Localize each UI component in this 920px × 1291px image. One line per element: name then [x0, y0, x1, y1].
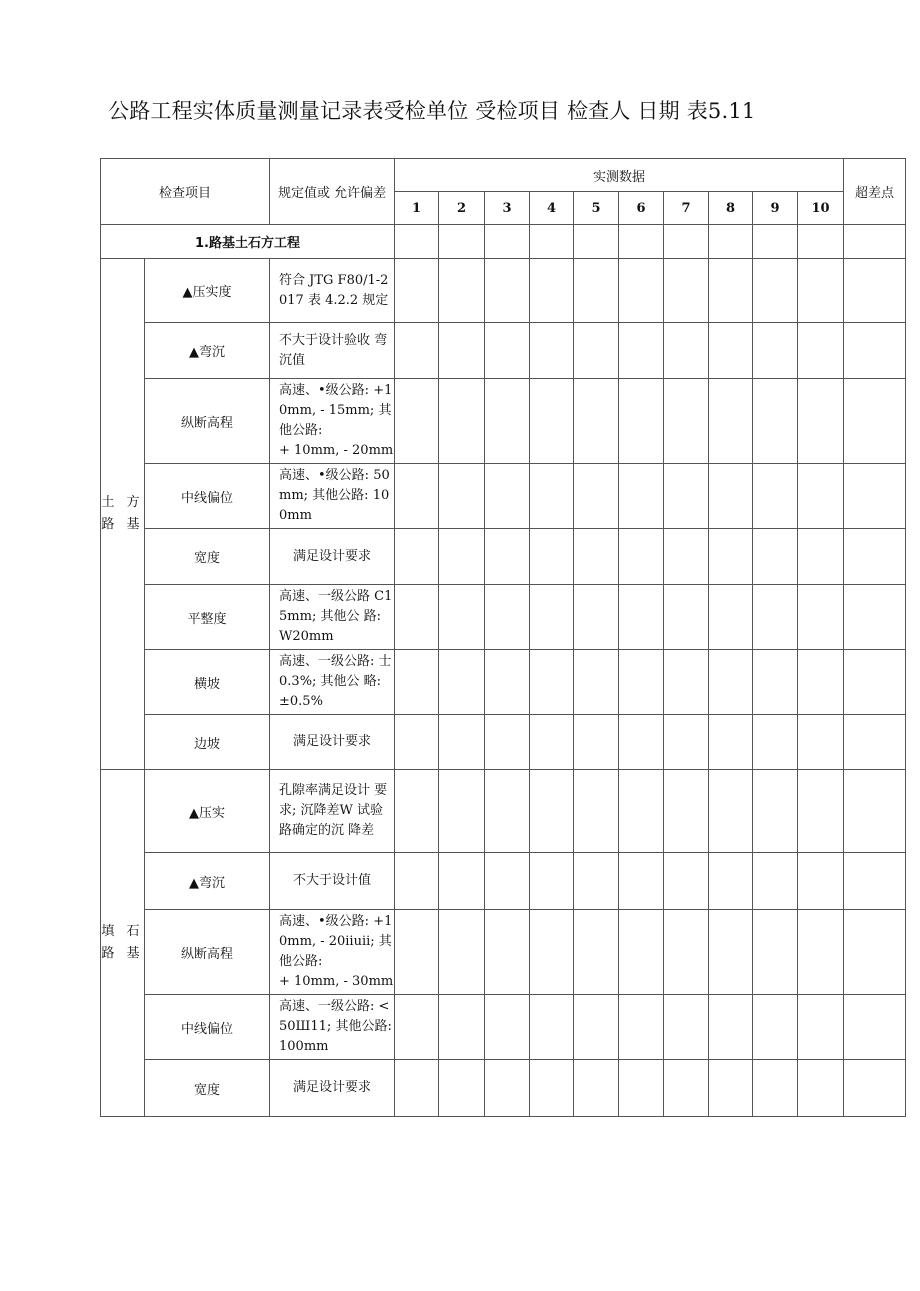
table-row: [101, 464, 906, 529]
measure-cell[interactable]: [530, 464, 574, 529]
data-cell[interactable]: [753, 225, 798, 259]
measure-cell[interactable]: [798, 259, 844, 323]
table-row: [101, 323, 906, 379]
data-cell[interactable]: [395, 225, 439, 259]
measure-cell[interactable]: [798, 853, 844, 910]
measure-cell[interactable]: [530, 1060, 574, 1117]
measure-cell[interactable]: [753, 585, 798, 650]
data-cell[interactable]: [798, 225, 844, 259]
table-row: [101, 585, 906, 650]
spec-value: 符合 JTG F80/1-2017 表 4.2.2 规定: [270, 259, 395, 323]
measure-cell[interactable]: [619, 910, 664, 995]
spec-value: 高速、•级公路: +10mm, - 20iiuii; 其他公路: + 10mm, - 30mm: [270, 910, 395, 995]
measure-cell[interactable]: [574, 715, 619, 770]
measure-cell[interactable]: [485, 379, 530, 464]
table-row: [101, 995, 906, 1060]
measure-cell[interactable]: [619, 259, 664, 323]
spec-value: 满足设计要求: [270, 1060, 395, 1117]
measure-cell[interactable]: [753, 323, 798, 379]
measure-cell[interactable]: [798, 770, 844, 853]
measure-cell[interactable]: [439, 259, 485, 323]
measure-cell[interactable]: [485, 323, 530, 379]
measure-cell[interactable]: [485, 853, 530, 910]
measure-col-7: 7: [664, 192, 709, 225]
spec-value: 不大于设计值: [270, 853, 395, 910]
data-cell[interactable]: [844, 225, 906, 259]
check-item-name: 中线偏位: [145, 464, 270, 529]
measure-cell[interactable]: [485, 995, 530, 1060]
check-item-name: 平整度: [145, 585, 270, 650]
measure-cell[interactable]: [439, 910, 485, 995]
data-cell[interactable]: [619, 225, 664, 259]
measure-cell[interactable]: [709, 464, 753, 529]
measure-cell[interactable]: [485, 585, 530, 650]
measure-cell[interactable]: [530, 853, 574, 910]
measure-cell[interactable]: [574, 259, 619, 323]
measure-cell[interactable]: [439, 464, 485, 529]
measure-cell[interactable]: [530, 379, 574, 464]
measure-cell[interactable]: [753, 1060, 798, 1117]
measure-cell[interactable]: [530, 323, 574, 379]
measure-cell[interactable]: [395, 259, 439, 323]
measure-cell[interactable]: [753, 770, 798, 853]
measure-cell[interactable]: [574, 323, 619, 379]
measure-cell[interactable]: [709, 995, 753, 1060]
measure-cell[interactable]: [530, 910, 574, 995]
data-cell[interactable]: [439, 225, 485, 259]
over-point-cell[interactable]: [844, 585, 906, 650]
over-point-cell[interactable]: [844, 853, 906, 910]
measure-cell[interactable]: [574, 1060, 619, 1117]
measure-col-4: 4: [530, 192, 574, 225]
spec-value: 满足设计要求: [270, 529, 395, 585]
measure-cell[interactable]: [753, 650, 798, 715]
over-point-cell[interactable]: [844, 650, 906, 715]
measure-cell[interactable]: [485, 464, 530, 529]
spec-value: 孔隙率满足设计 要求; 沉降差W 试验路确定的沉 降差: [270, 770, 395, 853]
table-row: [101, 1060, 906, 1117]
over-point-cell[interactable]: [844, 529, 906, 585]
measure-cell[interactable]: [395, 995, 439, 1060]
header-measured-data: 实测数据: [395, 159, 844, 192]
spec-value: 高速、•级公路: 50mm; 其他公路: 100mm: [270, 464, 395, 529]
measure-cell[interactable]: [709, 853, 753, 910]
measure-cell[interactable]: [439, 853, 485, 910]
over-point-cell[interactable]: [844, 995, 906, 1060]
measure-cell[interactable]: [439, 770, 485, 853]
table-row: [101, 379, 906, 464]
measure-cell[interactable]: [574, 464, 619, 529]
spec-value: 高速、一级公路: 士0.3%; 其他公 略: ±0.5%: [270, 650, 395, 715]
section-title: 1.路基土石方工程: [101, 225, 395, 259]
measure-cell[interactable]: [395, 770, 439, 853]
measure-cell[interactable]: [753, 995, 798, 1060]
measure-cell[interactable]: [709, 379, 753, 464]
measure-cell[interactable]: [619, 650, 664, 715]
measure-cell[interactable]: [798, 910, 844, 995]
measure-cell[interactable]: [574, 585, 619, 650]
measure-cell[interactable]: [709, 529, 753, 585]
measure-col-8: 8: [709, 192, 753, 225]
measure-cell[interactable]: [753, 910, 798, 995]
measure-cell[interactable]: [619, 853, 664, 910]
check-item-name: 中线偏位: [145, 995, 270, 1060]
measure-cell[interactable]: [753, 853, 798, 910]
measure-cell[interactable]: [530, 770, 574, 853]
measure-cell[interactable]: [439, 323, 485, 379]
table-row: [101, 650, 906, 715]
data-cell[interactable]: [664, 225, 709, 259]
spec-value: 高速、•级公路: +10mm, - 15mm; 其他公路: + 10mm, - 20mm: [270, 379, 395, 464]
measure-cell[interactable]: [709, 910, 753, 995]
table-row: [101, 770, 906, 853]
measure-cell[interactable]: [664, 910, 709, 995]
measure-cell[interactable]: [709, 259, 753, 323]
check-item-name: ▲弯沉: [145, 853, 270, 910]
over-point-cell[interactable]: [844, 323, 906, 379]
measure-cell[interactable]: [664, 1060, 709, 1117]
measure-cell[interactable]: [395, 379, 439, 464]
measure-cell[interactable]: [664, 650, 709, 715]
measure-cell[interactable]: [664, 715, 709, 770]
measure-cell[interactable]: [753, 379, 798, 464]
measure-cell[interactable]: [619, 379, 664, 464]
measure-cell[interactable]: [753, 715, 798, 770]
measure-cell[interactable]: [439, 715, 485, 770]
data-cell[interactable]: [709, 225, 753, 259]
header-over-points: 超差点: [844, 159, 906, 225]
spec-value: 高速、一级公路: <50Ш11; 其他公路: 100mm: [270, 995, 395, 1060]
data-cell[interactable]: [530, 225, 574, 259]
measure-cell[interactable]: [753, 529, 798, 585]
measure-cell[interactable]: [619, 995, 664, 1060]
measure-cell[interactable]: [798, 995, 844, 1060]
measure-cell[interactable]: [439, 1060, 485, 1117]
measure-cell[interactable]: [664, 379, 709, 464]
measure-cell[interactable]: [798, 464, 844, 529]
measure-cell[interactable]: [753, 259, 798, 323]
measure-cell[interactable]: [395, 853, 439, 910]
measure-col-9: 9: [753, 192, 798, 225]
measure-cell[interactable]: [664, 853, 709, 910]
table-row: [101, 853, 906, 910]
check-item-name: ▲弯沉: [145, 323, 270, 379]
measure-cell[interactable]: [619, 1060, 664, 1117]
measure-cell[interactable]: [798, 715, 844, 770]
measure-cell[interactable]: [664, 585, 709, 650]
over-point-cell[interactable]: [844, 770, 906, 853]
measure-cell[interactable]: [664, 259, 709, 323]
measure-cell[interactable]: [709, 1060, 753, 1117]
header-spec: 规定值或 允许偏差: [270, 159, 395, 225]
measure-cell[interactable]: [485, 910, 530, 995]
measure-col-2: 2: [439, 192, 485, 225]
over-point-cell[interactable]: [844, 910, 906, 995]
measure-cell[interactable]: [798, 585, 844, 650]
over-point-cell[interactable]: [844, 379, 906, 464]
over-point-cell[interactable]: [844, 259, 906, 323]
measure-cell[interactable]: [395, 715, 439, 770]
measure-cell[interactable]: [709, 715, 753, 770]
measure-cell[interactable]: [709, 650, 753, 715]
measure-cell[interactable]: [753, 464, 798, 529]
group-label: 土 方 路 基: [101, 259, 145, 770]
measure-cell[interactable]: [574, 853, 619, 910]
table-row: [101, 529, 906, 585]
measure-cell[interactable]: [395, 585, 439, 650]
measure-cell[interactable]: [395, 910, 439, 995]
measure-col-6: 6: [619, 192, 664, 225]
measure-col-10: 10: [798, 192, 844, 225]
measure-cell[interactable]: [395, 323, 439, 379]
check-item-name: 纵断高程: [145, 910, 270, 995]
measure-cell[interactable]: [439, 379, 485, 464]
measure-cell[interactable]: [664, 770, 709, 853]
measure-col-5: 5: [574, 192, 619, 225]
measure-cell[interactable]: [709, 770, 753, 853]
measure-cell[interactable]: [664, 995, 709, 1060]
measure-cell[interactable]: [798, 379, 844, 464]
measure-cell[interactable]: [574, 770, 619, 853]
spec-value: 不大于设计验收 弯沉值: [270, 323, 395, 379]
measure-cell[interactable]: [664, 464, 709, 529]
measure-cell[interactable]: [664, 529, 709, 585]
measure-cell[interactable]: [574, 379, 619, 464]
check-item-name: 宽度: [145, 529, 270, 585]
check-item-name: 边坡: [145, 715, 270, 770]
measure-cell[interactable]: [574, 995, 619, 1060]
data-cell[interactable]: [574, 225, 619, 259]
measure-cell[interactable]: [439, 650, 485, 715]
over-point-cell[interactable]: [844, 464, 906, 529]
header-check-item: 检查项目: [101, 159, 270, 225]
spec-value: 满足设计要求: [270, 715, 395, 770]
measure-cell[interactable]: [709, 323, 753, 379]
check-item-name: ▲压实度: [145, 259, 270, 323]
measure-cell[interactable]: [530, 585, 574, 650]
measure-cell[interactable]: [619, 585, 664, 650]
measure-cell[interactable]: [439, 585, 485, 650]
measure-cell[interactable]: [619, 770, 664, 853]
measure-cell[interactable]: [395, 464, 439, 529]
spec-value: 高速、一级公路 C15mm; 其他公 路: W20mm: [270, 585, 395, 650]
measure-cell[interactable]: [574, 910, 619, 995]
measure-cell[interactable]: [574, 650, 619, 715]
measure-cell[interactable]: [439, 529, 485, 585]
measure-cell[interactable]: [395, 1060, 439, 1117]
measure-cell[interactable]: [664, 323, 709, 379]
measure-cell[interactable]: [485, 715, 530, 770]
over-point-cell[interactable]: [844, 715, 906, 770]
group-label: 填 石 路 基: [101, 770, 145, 1117]
measure-cell[interactable]: [574, 529, 619, 585]
check-item-name: 宽度: [145, 1060, 270, 1117]
measure-cell[interactable]: [395, 650, 439, 715]
measure-cell[interactable]: [485, 650, 530, 715]
table-row: [101, 715, 906, 770]
data-cell[interactable]: [485, 225, 530, 259]
measure-cell[interactable]: [530, 650, 574, 715]
measure-cell[interactable]: [798, 650, 844, 715]
table-row: [101, 910, 906, 995]
measure-cell[interactable]: [798, 529, 844, 585]
measure-cell[interactable]: [798, 323, 844, 379]
measure-cell[interactable]: [709, 585, 753, 650]
measure-col-3: 3: [485, 192, 530, 225]
check-item-name: ▲压实: [145, 770, 270, 853]
quality-record-table: [100, 158, 906, 1117]
measure-cell[interactable]: [485, 1060, 530, 1117]
measure-cell[interactable]: [619, 529, 664, 585]
check-item-name: 横坡: [145, 650, 270, 715]
over-point-cell[interactable]: [844, 1060, 906, 1117]
table-row: [101, 259, 906, 323]
measure-col-1: 1: [395, 192, 439, 225]
section-row: [101, 225, 906, 259]
measure-cell[interactable]: [485, 529, 530, 585]
measure-cell[interactable]: [485, 259, 530, 323]
measure-cell[interactable]: [439, 995, 485, 1060]
page-title: 公路工程实体质量测量记录表受检单位 受检项目 检查人 日期 表5.11: [108, 99, 756, 123]
measure-cell[interactable]: [619, 464, 664, 529]
measure-cell[interactable]: [530, 529, 574, 585]
check-item-name: 纵断高程: [145, 379, 270, 464]
measure-cell[interactable]: [485, 770, 530, 853]
measure-cell[interactable]: [530, 995, 574, 1060]
measure-cell[interactable]: [619, 715, 664, 770]
measure-cell[interactable]: [798, 1060, 844, 1117]
measure-cell[interactable]: [530, 715, 574, 770]
measure-cell[interactable]: [395, 529, 439, 585]
measure-cell[interactable]: [530, 259, 574, 323]
measure-cell[interactable]: [619, 323, 664, 379]
